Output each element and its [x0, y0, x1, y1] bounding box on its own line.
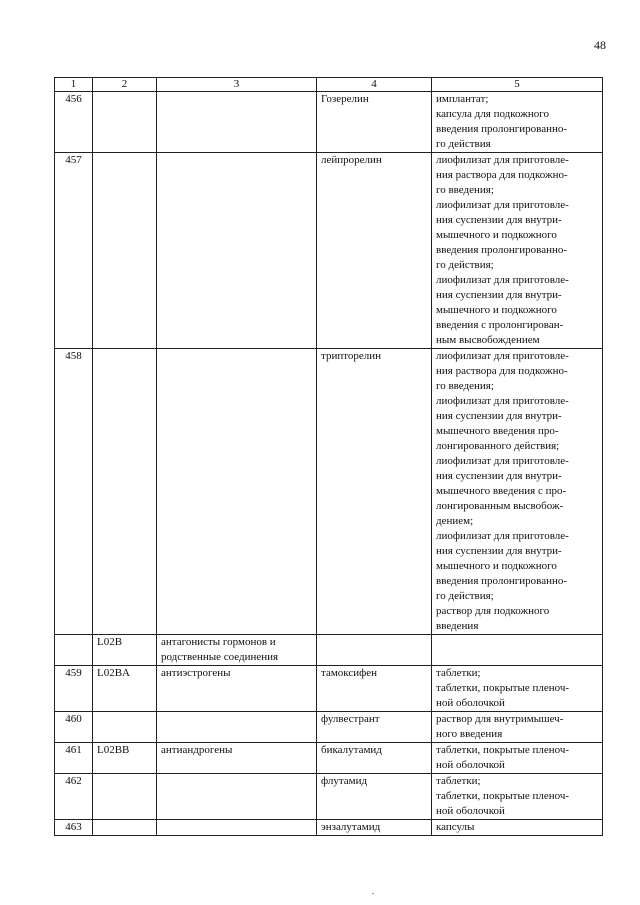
table-row [55, 774, 603, 820]
group-name-cell: антиандрогены [157, 743, 317, 774]
table-row [55, 712, 603, 743]
atc-code-cell [93, 820, 157, 836]
table-row [55, 820, 603, 836]
drug-name-cell: фулвестрант [317, 712, 432, 743]
atc-code-cell [93, 92, 157, 153]
group-name-cell [157, 92, 317, 153]
drug-name-cell: лейпрорелин [317, 153, 432, 349]
dosage-form-cell: таблетки; таблетки, покрытые пленоч- ной оболочкой [432, 774, 603, 820]
drug-name-cell: трипторелин [317, 349, 432, 635]
table-row [55, 743, 603, 774]
atc-code-cell [93, 712, 157, 743]
column-header: 2 [93, 78, 157, 92]
table-body [55, 92, 603, 836]
drug-name-cell: бикалутамид [317, 743, 432, 774]
group-name-cell [157, 820, 317, 836]
row-number-cell: 461 [55, 743, 93, 774]
drug-name-cell: Гозерелин [317, 92, 432, 153]
table-row [55, 349, 603, 635]
group-name-cell [157, 153, 317, 349]
atc-code-cell [93, 349, 157, 635]
row-number-cell: 460 [55, 712, 93, 743]
dosage-form-cell: лиофилизат для приготовле- ния раствора для подкожно- го введения; лиофилизат для приготовле- ния суспензии для внутри- мышечного введения про- лонгированного действия; лиофилизат для приготовле- ния суспензии для внутри- мышечного введения с про- лонгированным высвобож- дением; лиофилизат для приготовле- ния суспензии для внутри- мышечного и подкожного введения пролонгированно- го действия; раствор для подкожного введения [432, 349, 603, 635]
group-name-cell [157, 774, 317, 820]
atc-code-cell: L02B [93, 635, 157, 666]
column-header: 1 [55, 78, 93, 92]
dosage-form-cell: раствор для внутримышеч- ного введения [432, 712, 603, 743]
scan-speck [372, 893, 374, 894]
atc-code-cell: L02BA [93, 666, 157, 712]
dosage-form-cell: имплантат; капсула для подкожного введения пролонгированно- го действия [432, 92, 603, 153]
group-name-cell: антагонисты гормонов и родственные соединения [157, 635, 317, 666]
drug-name-cell: флутамид [317, 774, 432, 820]
header-row [55, 78, 603, 92]
table-row [55, 666, 603, 712]
row-number-cell [55, 635, 93, 666]
table-header [55, 78, 603, 92]
dosage-form-cell [432, 635, 603, 666]
drug-name-cell: тамоксифен [317, 666, 432, 712]
table-row [55, 635, 603, 666]
row-number-cell: 458 [55, 349, 93, 635]
group-name-cell [157, 349, 317, 635]
drug-name-cell [317, 635, 432, 666]
dosage-form-cell: таблетки, покрытые пленоч- ной оболочкой [432, 743, 603, 774]
atc-code-cell [93, 153, 157, 349]
drug-table [54, 77, 603, 836]
drug-name-cell: энзалутамид [317, 820, 432, 836]
row-number-cell: 459 [55, 666, 93, 712]
table-row [55, 92, 603, 153]
dosage-form-cell: таблетки; таблетки, покрытые пленоч- ной оболочкой [432, 666, 603, 712]
column-header: 5 [432, 78, 603, 92]
row-number-cell: 463 [55, 820, 93, 836]
atc-code-cell: L02BB [93, 743, 157, 774]
row-number-cell: 462 [55, 774, 93, 820]
dosage-form-cell: лиофилизат для приготовле- ния раствора для подкожно- го введения; лиофилизат для приготовле- ния суспензии для внутри- мышечного и подкожного введения пролонгированно- го действия; лиофилизат для приготовле- ния суспензии для внутри- мышечного и подкожного введения с пролонгирован- ным высвобождением [432, 153, 603, 349]
dosage-form-cell: капсулы [432, 820, 603, 836]
group-name-cell [157, 712, 317, 743]
column-header: 4 [317, 78, 432, 92]
group-name-cell: антиэстрогены [157, 666, 317, 712]
column-header: 3 [157, 78, 317, 92]
row-number-cell: 457 [55, 153, 93, 349]
row-number-cell: 456 [55, 92, 93, 153]
atc-code-cell [93, 774, 157, 820]
table-row [55, 153, 603, 349]
page-number: 48 [594, 38, 606, 52]
